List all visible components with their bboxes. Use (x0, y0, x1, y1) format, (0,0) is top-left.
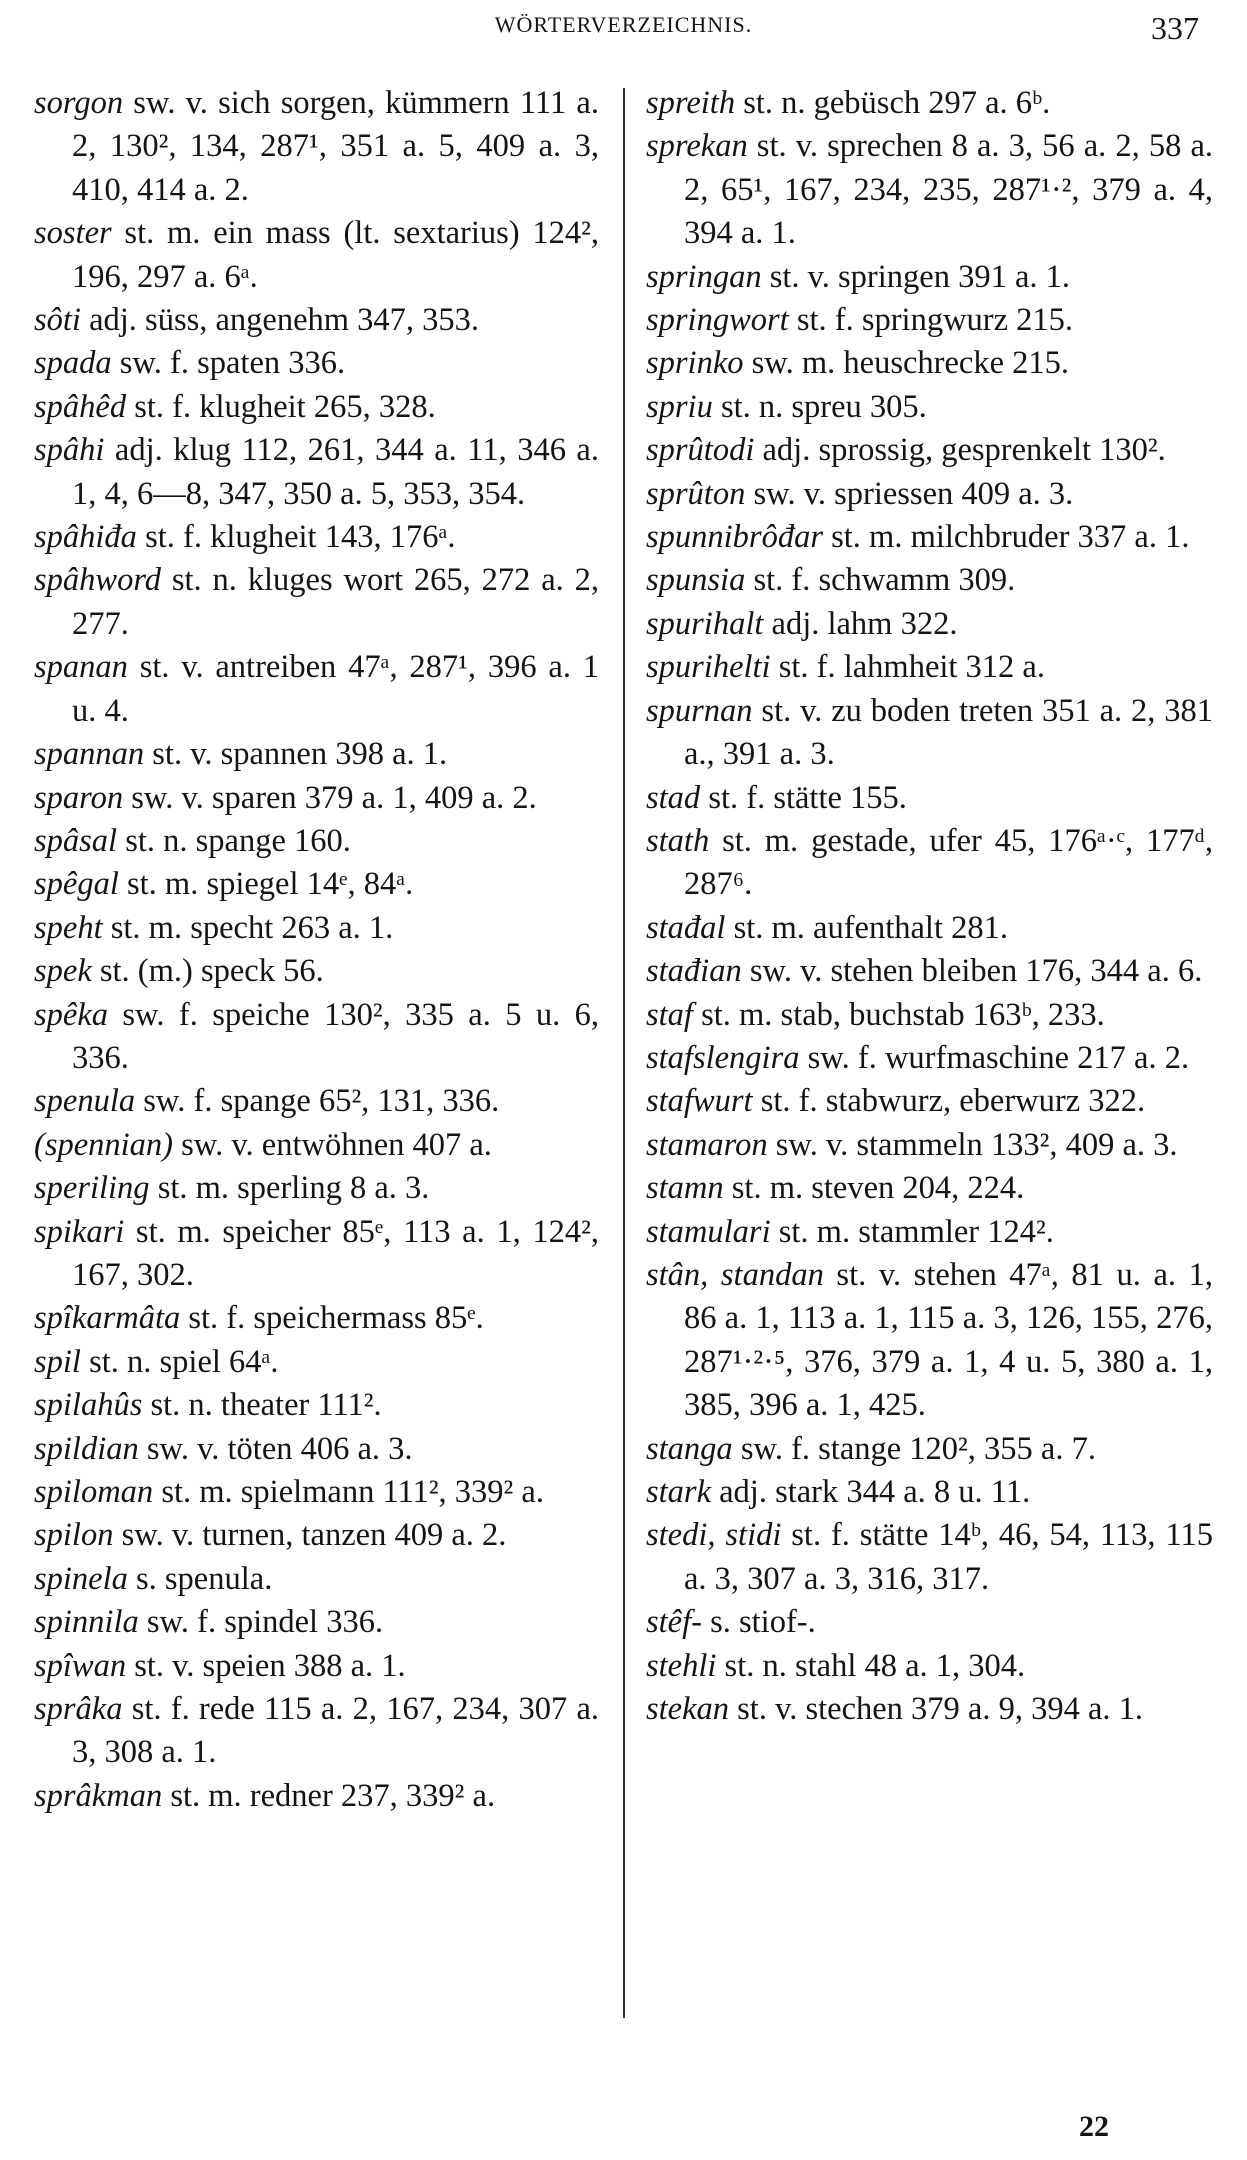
entry-headword: sparon (34, 779, 124, 816)
dictionary-entry (34, 863, 599, 906)
entry-headword: soster (34, 215, 112, 252)
entry-headword: (spennian) (34, 1126, 173, 1163)
entry-definition: st. f. schwamm 309. (745, 562, 1016, 599)
entry-definition: st. m. milchbruder 337 a. 1. (822, 519, 1190, 556)
entry-definition: sw. v. sparen 379 a. 1, 409 a. 2. (123, 779, 537, 816)
entry-definition: st. n. spiel 64ᵃ. (80, 1343, 279, 1380)
entry-headword: spenula (34, 1083, 136, 1120)
dictionary-entry (34, 1428, 599, 1471)
entry-headword: spîkarmâta (34, 1300, 181, 1337)
entry-definition: sw. f. spindel 336. (138, 1604, 384, 1641)
dictionary-entry (34, 516, 599, 559)
entry-headword: spikari (34, 1213, 125, 1250)
entry-headword: stađian (646, 953, 742, 990)
entry-definition: adj. lahm 322. (763, 605, 958, 642)
entry-definition: st. n. spange 160. (117, 822, 351, 859)
dictionary-entry (646, 690, 1213, 777)
entry-definition: st. (m.) speck 56. (91, 953, 324, 990)
entry-headword: stamn (646, 1170, 724, 1207)
entry-definition: st. v. zu boden treten 351 a. 2, 381 a., 391 a. 3. (684, 692, 1213, 773)
entry-headword: sprinko (646, 345, 744, 382)
dictionary-entry (646, 1428, 1213, 1471)
entry-definition: sw. m. heuschrecke 215. (743, 345, 1070, 382)
dictionary-entry (646, 950, 1213, 993)
entry-headword: spriu (646, 388, 713, 425)
entry-definition: st. f. stätte 155. (700, 779, 907, 816)
entry-definition: sw. f. stange 120², 355 a. 7. (732, 1430, 1096, 1467)
entry-headword: springan (646, 258, 762, 295)
entry-definition: sw. v. töten 406 a. 3. (138, 1430, 413, 1467)
entry-definition: st. v. springen 391 a. 1. (761, 258, 1070, 295)
dictionary-entry (646, 1211, 1213, 1254)
entry-definition: st. f. lahmheit 312 a. (770, 649, 1045, 686)
dictionary-entry (646, 473, 1213, 516)
entry-definition: adj. sprossig, gesprenkelt 130². (754, 432, 1166, 469)
entry-headword: spunnibrôđar (646, 519, 823, 556)
entry-definition: st. m. stammler 124². (770, 1213, 1054, 1250)
dictionary-entry (646, 1037, 1213, 1080)
entry-headword: stafslengira (646, 1039, 800, 1076)
dictionary-entry (34, 1775, 599, 1818)
entry-headword: stafwurt (646, 1083, 753, 1120)
entry-definition: sw. v. sich sorgen, kümmern 111 a. 2, 130², 134, 287¹, 351 a. 5, 409 a. 3, 410, 414 a. 2. (72, 85, 599, 208)
entry-definition: sw. v. spriessen 409 a. 3. (745, 475, 1074, 512)
entry-definition: st. m. aufenthalt 281. (725, 909, 1008, 946)
entry-definition: adj. süss, angenehm 347, 353. (80, 302, 480, 339)
entry-definition: st. m. sperling 8 a. 3. (149, 1170, 430, 1207)
entry-headword: speriling (34, 1170, 150, 1207)
dictionary-entry (34, 733, 599, 776)
entry-headword: spêgal (34, 866, 119, 903)
dictionary-entry (34, 1471, 599, 1514)
entry-definition: sw. f. spange 65², 131, 336. (135, 1083, 500, 1120)
entry-headword: spek (34, 953, 92, 990)
entry-headword: sprekan (646, 128, 748, 165)
dictionary-entry (34, 429, 599, 516)
dictionary-entry (646, 777, 1213, 820)
dictionary-entry (34, 950, 599, 993)
entry-headword: stađal (646, 909, 726, 946)
entry-headword: spurihalt (646, 605, 764, 642)
entry-headword: stark (646, 1474, 711, 1510)
entry-headword: stad (646, 779, 701, 816)
page-title: WÖRTERVERZEICHNIS. (494, 12, 753, 37)
entry-definition: sw. f. spaten 336. (111, 345, 346, 382)
dictionary-entry (646, 646, 1213, 689)
dictionary-entry (34, 994, 599, 1081)
entry-definition: st. f. klugheit 143, 176ᵃ. (136, 519, 456, 556)
dictionary-entry (646, 1688, 1213, 1731)
entry-definition: sw. v. entwöhnen 407 a. (173, 1126, 492, 1163)
entry-headword: sorgon (34, 85, 124, 121)
dictionary-entry (34, 777, 599, 820)
entry-headword: sprûton (646, 475, 746, 512)
dictionary-entry (646, 299, 1213, 342)
entry-headword: stamaron (646, 1126, 768, 1163)
entry-headword: spil (34, 1343, 81, 1380)
dictionary-entry (646, 1601, 1213, 1644)
dictionary-entry (34, 1384, 599, 1427)
entry-definition: st. m. steven 204, 224. (723, 1170, 1025, 1207)
entry-definition: st. m. spielmann 111², 339² a. (153, 1474, 544, 1510)
entry-headword: stân, standan (646, 1256, 824, 1293)
entry-definition: st. f. stabwurz, eberwurz 322. (752, 1083, 1146, 1120)
right-column (646, 82, 1213, 1731)
dictionary-entry (646, 342, 1213, 385)
dictionary-entry (34, 1341, 599, 1384)
entry-definition: st. m. spiegel 14ᵉ, 84ᵃ. (118, 866, 414, 903)
dictionary-entry (34, 820, 599, 863)
dictionary-entry (34, 1297, 599, 1340)
entry-definition: st. n. spreu 305. (712, 388, 927, 425)
dictionary-entry (646, 603, 1213, 646)
dictionary-entry (646, 429, 1213, 472)
entry-definition: st. v. sprechen 8 a. 3, 56 a. 2, 58 a. 2, 65¹, 167, 234, 235, 287¹·², 379 a. 4, 394 a. 1. (684, 128, 1213, 252)
dictionary-entry (646, 516, 1213, 559)
entry-headword: staf (646, 996, 693, 1033)
entry-headword: spada (34, 345, 112, 382)
signature-mark: 22 (1079, 2110, 1109, 2143)
entry-headword: stanga (646, 1430, 733, 1467)
entry-headword: sôti (34, 302, 81, 339)
entry-definition: st. n. kluges wort 265, 272 a. 2, 277. (72, 562, 599, 642)
entry-headword: stehli (646, 1647, 717, 1684)
dictionary-entry (34, 212, 599, 299)
entry-headword: spâhiđa (34, 519, 137, 556)
entry-definition: st. m. ein mass (lt. sextarius) 124², 196, 297 a. 6ᵃ. (72, 215, 599, 295)
dictionary-entry (646, 1124, 1213, 1167)
dictionary-entry (646, 994, 1213, 1037)
entry-headword: sprâkman (34, 1777, 163, 1814)
entry-headword: spâhêd (34, 388, 127, 425)
entry-definition: st. v. speien 388 a. 1. (126, 1647, 406, 1684)
entry-definition: s. stiof-. (701, 1604, 816, 1641)
entry-definition: st. m. gestade, ufer 45, 176ᵃ·ᶜ, 177ᵈ, 287⁶. (684, 822, 1213, 903)
dictionary-entry (34, 1080, 599, 1123)
entry-headword: stedi, stidi (646, 1517, 782, 1554)
entry-headword: spilahûs (34, 1387, 143, 1424)
dictionary-entry (646, 1080, 1213, 1123)
dictionary-entry (646, 1167, 1213, 1210)
entry-definition: sw. f. wurfmaschine 217 a. 2. (799, 1039, 1190, 1076)
entry-headword: spanan (34, 649, 128, 686)
entry-definition: st. m. redner 237, 339² a. (162, 1777, 496, 1814)
entry-headword: spinnila (34, 1604, 139, 1641)
entry-definition: st. v. stechen 379 a. 9, 394 a. 1. (729, 1691, 1144, 1728)
dictionary-entry (646, 907, 1213, 950)
dictionary-entry (34, 1124, 599, 1167)
entry-headword: speht (34, 909, 103, 946)
entry-headword: spiloman (34, 1474, 154, 1510)
entry-headword: sprâka (34, 1691, 123, 1728)
entry-definition: sw. f. speiche 130², 335 a. 5 u. 6, 336. (72, 996, 599, 1076)
entry-definition: sw. v. turnen, tanzen 409 a. 2. (113, 1517, 507, 1554)
entry-definition: st. v. stehen 47ᵃ, 81 u. a. 1, 86 a. 1, 113 a. 1, 115 a. 3, 126, 155, 276, 287¹·²·⁵, 376, 379 a. 1, 4 u. 5, 380 a. 1, 385, 396 a. 1, 425. (684, 1256, 1213, 1424)
entry-headword: spêka (34, 996, 108, 1033)
dictionary-entry (34, 1688, 599, 1775)
entry-headword: spannan (34, 736, 145, 773)
entry-definition: adj. stark 344 a. 8 u. 11. (711, 1474, 1031, 1510)
dictionary-entry (34, 1211, 599, 1298)
entry-definition: st. m. speicher 85ᵉ, 113 a. 1, 124², 167, 302. (72, 1213, 599, 1293)
dictionary-entry (34, 82, 599, 212)
dictionary-entry (34, 342, 599, 385)
entry-definition: sw. v. stammeln 133², 409 a. 3. (767, 1126, 1178, 1163)
dictionary-entry (34, 559, 599, 646)
dictionary-entry (34, 1514, 599, 1557)
entry-definition: adj. klug 112, 261, 344 a. 11, 346 a. 1, 4, 6—8, 347, 350 a. 5, 353, 354. (72, 432, 599, 512)
entry-definition: st. m. stab, buchstab 163ᵇ, 233. (692, 996, 1105, 1033)
entry-definition: st. f. klugheit 265, 328. (126, 388, 436, 425)
entry-headword: stath (646, 822, 710, 859)
entry-definition: st. v. spannen 398 a. 1. (144, 736, 448, 773)
entry-headword: sprûtodi (646, 432, 755, 469)
dictionary-entry (646, 256, 1213, 299)
entry-headword: spurnan (646, 692, 753, 729)
dictionary-entry (646, 820, 1213, 907)
entry-definition: st. f. springwurz 215. (788, 302, 1074, 339)
entry-definition: st. f. rede 115 a. 2, 167, 234, 307 a. 3, 308 a. 1. (72, 1691, 599, 1771)
dictionary-entry (34, 386, 599, 429)
dictionary-entry (34, 299, 599, 342)
entry-headword: stekan (646, 1691, 730, 1728)
dictionary-entry (646, 82, 1213, 125)
entry-definition: st. n. gebüsch 297 a. 6ᵇ. (735, 85, 1051, 121)
entry-headword: spurihelti (646, 649, 771, 686)
entry-definition: st. v. antreiben 47ᵃ, 287¹, 396 a. 1 u. 4. (72, 649, 599, 729)
entry-definition: sw. v. stehen bleiben 176, 344 a. 6. (741, 953, 1203, 990)
entry-headword: stêf- (646, 1604, 702, 1641)
entry-headword: spilon (34, 1517, 114, 1554)
dictionary-entry (34, 1167, 599, 1210)
dictionary-entry (646, 1471, 1213, 1514)
dictionary-entry (34, 646, 599, 733)
page-number: 337 (1151, 10, 1199, 46)
left-column (34, 82, 599, 1818)
dictionary-entry (34, 907, 599, 950)
entry-headword: spâhi (34, 432, 105, 469)
dictionary-entry (646, 559, 1213, 602)
entry-definition: st. n. theater 111². (142, 1387, 382, 1424)
dictionary-entry (646, 125, 1213, 255)
entry-headword: stamulari (646, 1213, 771, 1250)
entry-definition: st. f. stätte 14ᵇ, 46, 54, 113, 115 a. 3, 307 a. 3, 316, 317. (684, 1517, 1213, 1597)
dictionary-entry (646, 1254, 1213, 1428)
entry-definition: st. m. specht 263 a. 1. (102, 909, 394, 946)
dictionary-entry (646, 1645, 1213, 1688)
entry-definition: st. f. speichermass 85ᵉ. (180, 1300, 484, 1337)
entry-headword: spîwan (34, 1647, 127, 1684)
dictionary-entry (646, 386, 1213, 429)
entry-headword: springwort (646, 302, 789, 339)
entry-headword: spâsal (34, 822, 118, 859)
entry-headword: spreith (646, 85, 736, 121)
entry-definition: st. n. stahl 48 a. 1, 304. (716, 1647, 1026, 1684)
entry-headword: spâhword (34, 562, 162, 599)
entry-headword: spunsia (646, 562, 746, 599)
column-divider (623, 88, 625, 2018)
dictionary-entry (34, 1645, 599, 1688)
entry-headword: spildian (34, 1430, 139, 1467)
dictionary-entry (646, 1514, 1213, 1601)
dictionary-entry (34, 1601, 599, 1644)
entry-headword: spinela (34, 1560, 128, 1597)
dictionary-entry (34, 1558, 599, 1601)
page-header (0, 10, 1247, 46)
entry-definition: s. spenula. (127, 1560, 273, 1597)
